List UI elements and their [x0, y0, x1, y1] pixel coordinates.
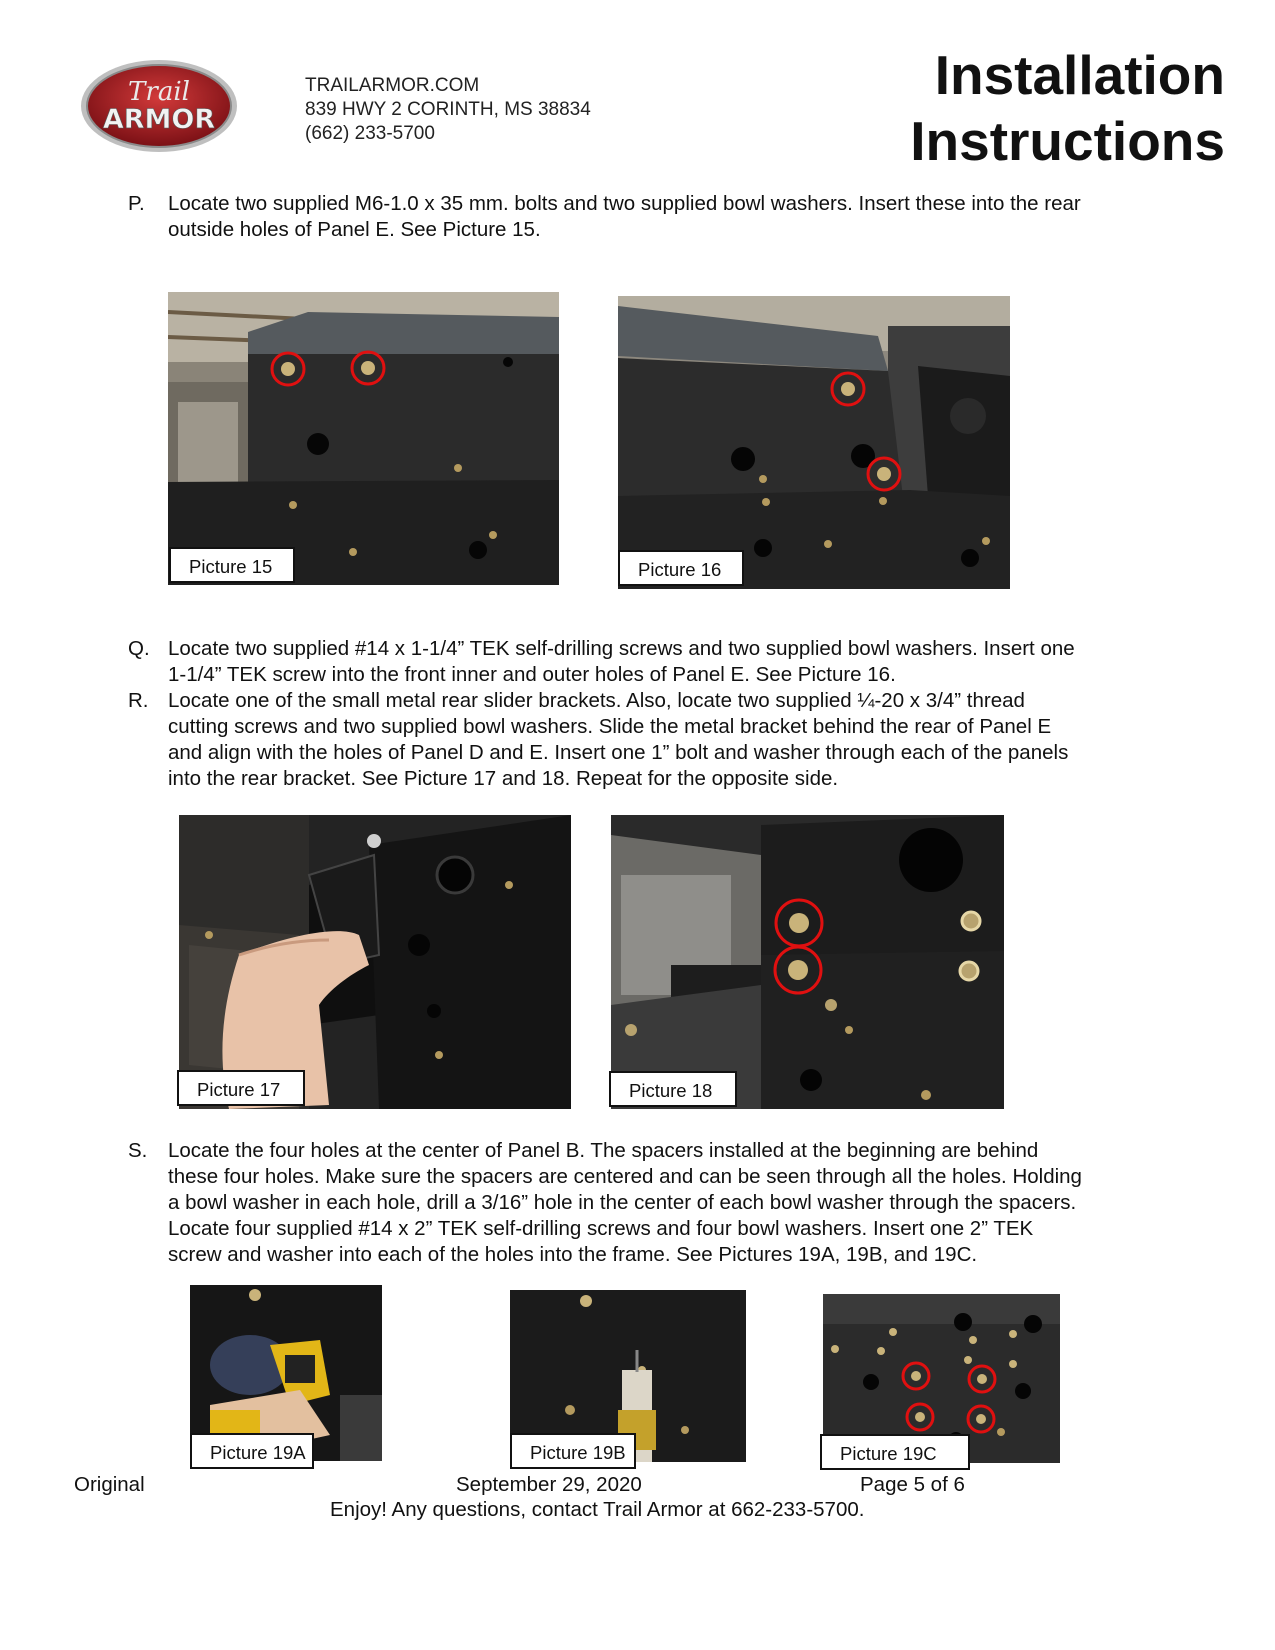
footer-page-number: Page 5 of 6 — [860, 1473, 965, 1496]
step-text-line: Locate one of the small metal rear slider brackets. Also, locate two supplied ¼-20 x 3/4” thread — [168, 689, 1025, 712]
title-line-1: Installation — [934, 44, 1225, 106]
step-text-line: outside holes of Panel E. See Picture 15. — [168, 218, 541, 241]
step-letter: S. — [128, 1139, 148, 1162]
step-text-line: 1-1/4” TEK screw into the front inner and outer holes of Panel E. See Picture 16. — [168, 663, 896, 686]
footer-date: September 29, 2020 — [456, 1473, 642, 1496]
page-title — [910, 42, 1225, 174]
footer-revision: Original — [74, 1473, 145, 1496]
step-letter: Q. — [128, 637, 150, 660]
company-info — [305, 74, 591, 146]
step-s — [128, 1138, 1188, 1268]
step-r — [128, 688, 1188, 792]
picture-19a-caption: Picture 19A — [190, 1433, 314, 1469]
step-text-line: screw and washer into each of the holes into the frame. See Pictures 19A, 19B, and 19C. — [168, 1243, 978, 1266]
picture-18-photo — [611, 815, 1004, 1109]
step-text-line: Locate the four holes at the center of Panel B. The spacers installed at the beginning are behind — [168, 1139, 1039, 1162]
step-text-line: Locate four supplied #14 x 2” TEK self-drilling screws and four bowl washers. Insert one 2” TEK — [168, 1217, 1034, 1240]
step-text-line: Locate two supplied #14 x 1-1/4” TEK self-drilling screws and two supplied bowl washers. Insert one — [168, 637, 1075, 660]
step-text-line: and align with the holes of Panel D and E. Insert one 1” bolt and washer through each of the panels — [168, 741, 1069, 764]
trail-armor-logo — [78, 56, 240, 156]
picture-17-photo — [179, 815, 571, 1109]
svg-text:Trail: Trail — [128, 77, 190, 107]
title-line-2: Instructions — [910, 110, 1225, 172]
svg-text:ARMOR: ARMOR — [102, 104, 216, 135]
picture-18-caption: Picture 18 — [609, 1071, 737, 1107]
picture-19c-caption: Picture 19C — [820, 1434, 970, 1470]
picture-16-caption: Picture 16 — [618, 550, 744, 586]
footer-contact: Enjoy! Any questions, contact Trail Armor at 662-233-5700. — [330, 1498, 865, 1521]
step-text-line: a bowl washer in each hole, drill a 3/16” hole in the center of each bowl washer through the spacers. — [168, 1191, 1077, 1214]
picture-17-caption: Picture 17 — [177, 1070, 305, 1106]
picture-16-photo — [618, 296, 1010, 589]
step-q — [128, 636, 1188, 688]
step-letter: P. — [128, 192, 145, 215]
step-text-line: Locate two supplied M6-1.0 x 35 mm. bolts and two supplied bowl washers. Insert these into the rear — [168, 192, 1081, 215]
picture-19b-caption: Picture 19B — [510, 1433, 636, 1469]
step-text-line: cutting screws and two supplied bowl washers. Slide the metal bracket behind the rear of Panel E — [168, 715, 1052, 738]
company-address: 839 HWY 2 CORINTH, MS 38834 — [305, 99, 591, 120]
picture-15-photo — [168, 292, 559, 585]
step-p — [128, 191, 1188, 243]
company-phone: (662) 233-5700 — [305, 123, 435, 144]
picture-15-caption: Picture 15 — [169, 547, 295, 583]
step-text-line: these four holes. Make sure the spacers are centered and can be seen through all the holes. Holding — [168, 1165, 1082, 1188]
step-letter: R. — [128, 689, 149, 712]
company-website: TRAILARMOR.COM — [305, 75, 480, 96]
step-text-line: into the rear bracket. See Picture 17 and 18. Repeat for the opposite side. — [168, 767, 839, 790]
